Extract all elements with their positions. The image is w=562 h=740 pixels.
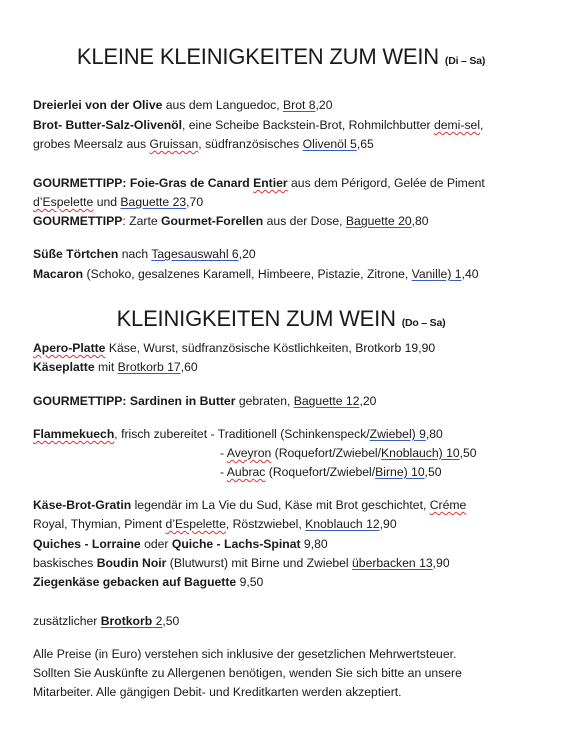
text-run: Ziegenkäse gebacken auf Baguette xyxy=(33,575,237,589)
menu-line xyxy=(33,340,435,357)
menu-line xyxy=(220,445,477,462)
text-run: , Röstzwiebel, xyxy=(225,517,306,531)
text-run: baskisches xyxy=(33,556,97,570)
text-run: 2 xyxy=(152,614,163,628)
text-run: Käse-Brot-Gratin xyxy=(33,498,132,512)
text-run: Quiche - Lachs-Spinat xyxy=(171,537,301,551)
section2-days: (Do – Sa) xyxy=(401,317,446,329)
text-run: GOURMETTIPP: Sardinen in Butter xyxy=(33,394,236,408)
text-run: , frisch zubereitet - Traditionell (Schinkenspeck/ xyxy=(114,427,370,441)
text-run: GOURMETTIPP xyxy=(33,214,123,228)
text-run: Tagesauswahl 6 xyxy=(151,247,239,261)
text-run: ,50 xyxy=(162,614,180,628)
text-run: überbacken 13 xyxy=(352,556,433,570)
text-run: ,70 xyxy=(186,195,204,209)
section1-heading xyxy=(0,44,562,70)
section2-heading xyxy=(0,306,562,332)
text-run: ,60 xyxy=(180,360,198,374)
menu-line xyxy=(33,194,203,211)
text-run: ,50 xyxy=(459,446,477,460)
text-run: ,50 xyxy=(424,465,442,479)
footer-line xyxy=(33,646,456,663)
text-run: (Roquefort/Zwiebel/ xyxy=(265,465,376,479)
text-run: , xyxy=(480,118,484,132)
menu-line xyxy=(33,359,198,376)
text-run: Flammekuech xyxy=(33,427,115,441)
text-run: Sollten Sie Auskünfte zu Allergenen benötigen, wenden Sie sich bitte an unsere xyxy=(33,666,462,680)
text-run: aus dem Languedoc, xyxy=(162,98,283,112)
text-run: Olivenöl 5 xyxy=(302,137,357,151)
footer-line xyxy=(33,684,402,701)
section1-title: KLEINE KLEINIGKEITEN ZUM WEIN xyxy=(76,44,439,69)
text-run: und xyxy=(93,195,121,209)
menu-line xyxy=(33,555,450,572)
text-run: aus der Dose, xyxy=(263,214,346,228)
menu-line xyxy=(33,266,479,283)
text-run: (Schoko, gesalzenes Karamell, Himbeere, Pistazie, Zitrone, xyxy=(83,267,412,281)
menu-line xyxy=(33,117,483,134)
text-run: Apero-Platte xyxy=(33,341,106,355)
text-run: , südfranzösisches xyxy=(198,137,303,151)
text-run: Knoblauch) 10 xyxy=(381,446,460,460)
footer-line xyxy=(33,665,462,682)
text-run: aus dem Périgord, Gelée de Piment xyxy=(287,176,485,190)
text-run: Aubrac xyxy=(226,465,266,479)
text-run: Brotkorb 17 xyxy=(117,360,181,374)
text-run: Macaron xyxy=(33,267,84,281)
text-run: ,80 xyxy=(425,427,443,441)
text-run: (Blutwurst) mit Birne und Zwiebel xyxy=(166,556,353,570)
text-run: Vanille) 1 xyxy=(411,267,462,281)
text-run: mit xyxy=(94,360,118,374)
text-run: Créme xyxy=(429,498,467,512)
menu-line xyxy=(33,97,332,114)
text-run: Alle Preise (in Euro) verstehen sich inklusive der gesetzlichen Mehrwertsteuer. xyxy=(33,647,457,661)
text-run: Dreierlei von der Olive xyxy=(33,98,163,112)
text-run: demi-sel xyxy=(433,118,481,132)
text-run: Käse, Wurst, südfranzösische Köstlichkeiten, Brotkorb 19,90 xyxy=(105,341,436,355)
text-run: Knoblauch 12 xyxy=(305,517,380,531)
text-run: ,40 xyxy=(461,267,479,281)
text-run: grobes Meersalz aus xyxy=(33,137,150,151)
text-run: oder xyxy=(140,537,172,551)
section2-title: KLEINIGKEITEN ZUM WEIN xyxy=(116,306,396,331)
text-run: : Zarte xyxy=(122,214,161,228)
text-run: legendär im La Vie du Sud, Käse mit Brot geschichtet, xyxy=(131,498,430,512)
menu-line xyxy=(33,136,374,153)
text-run: Brotkorb xyxy=(100,614,153,628)
text-run: 9,50 xyxy=(236,575,264,589)
text-run: Entier xyxy=(253,176,288,190)
menu-line xyxy=(33,516,397,533)
menu-line xyxy=(33,613,179,630)
text-run: Aveyron xyxy=(226,446,272,460)
text-run: ,90 xyxy=(379,517,397,531)
menu-line xyxy=(33,393,376,410)
text-run: ,90 xyxy=(432,556,450,570)
text-run: Brot- Butter-Salz-Olivenöl xyxy=(33,118,182,132)
menu-line xyxy=(33,536,328,553)
text-run: ,20 xyxy=(238,247,256,261)
text-run: Royal, Thymian, Piment xyxy=(33,517,166,531)
text-run: ,20 xyxy=(359,394,377,408)
text-run: Süße Törtchen xyxy=(33,247,119,261)
text-run: Mitarbeiter. Alle gängigen Debit- und Kreditkarten werden akzeptiert. xyxy=(33,685,402,699)
text-run: Boudin Noir xyxy=(96,556,167,570)
text-run: - xyxy=(220,465,227,479)
text-run: d’Espelette xyxy=(165,517,226,531)
text-run: ,65 xyxy=(356,137,374,151)
text-run: Gruissan xyxy=(149,137,199,151)
section1-days: (Di – Sa) xyxy=(444,55,486,67)
text-run: , eine Scheibe Backstein-Brot, Rohmilchbutter xyxy=(181,118,434,132)
menu-line xyxy=(33,574,263,591)
text-run: zusätzlicher xyxy=(33,614,101,628)
menu-line xyxy=(33,497,466,514)
text-run: Käseplatte xyxy=(33,360,95,374)
text-run: Zwiebel) 9 xyxy=(369,427,426,441)
text-run: - xyxy=(220,446,227,460)
text-run: GOURMETTIPP: Foie-Gras de Canard xyxy=(33,176,254,190)
text-run: (Roquefort/Zwiebel/ xyxy=(271,446,382,460)
text-run: Quiches - Lorraine xyxy=(33,537,141,551)
text-run: ,20 xyxy=(315,98,333,112)
menu-line xyxy=(33,426,443,443)
text-run: gebraten, xyxy=(235,394,294,408)
text-run: 9,80 xyxy=(300,537,328,551)
menu-line xyxy=(33,246,256,263)
text-run: d’Espelette xyxy=(33,195,94,209)
text-run: Baguette 20 xyxy=(345,214,412,228)
menu-line xyxy=(33,175,485,192)
text-run: Gourmet-Forellen xyxy=(161,214,264,228)
text-run: Baguette 12 xyxy=(293,394,360,408)
text-run: Birne) 10 xyxy=(375,465,425,479)
text-run: ,80 xyxy=(411,214,429,228)
menu-line xyxy=(220,464,442,481)
text-run: nach xyxy=(118,247,152,261)
text-run: Baguette 23 xyxy=(120,195,187,209)
menu-line xyxy=(33,213,429,230)
text-run: Brot 8 xyxy=(283,98,316,112)
